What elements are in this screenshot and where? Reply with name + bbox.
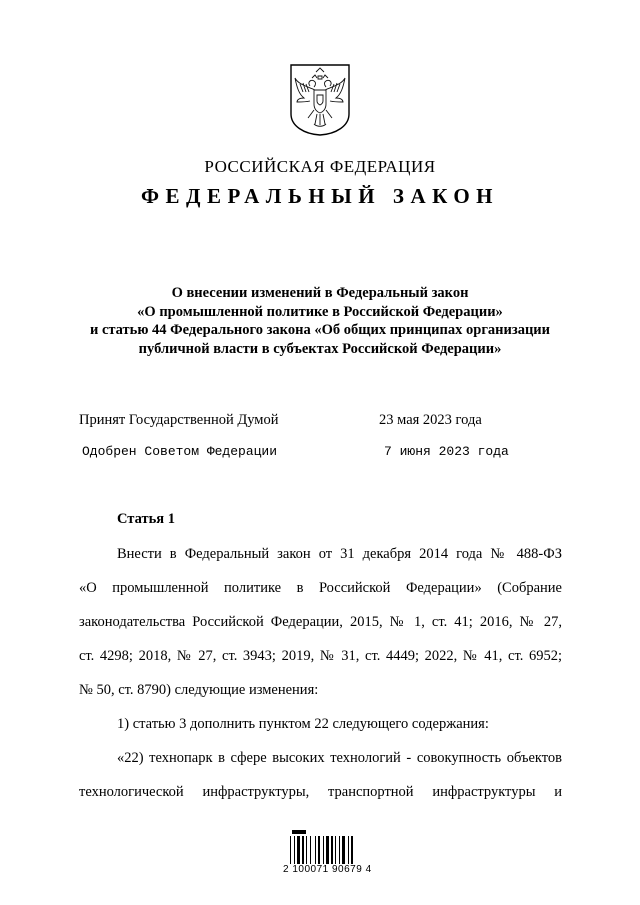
title-line: «О промышленной политике в Российской Федерации» [137, 303, 503, 320]
title-line: публичной власти в субъектах Российской Федерации» [138, 341, 502, 358]
council-approval-date: 7 июня 2023 года [384, 444, 509, 459]
duma-adoption-date: 23 мая 2023 года [379, 412, 482, 428]
law-title [60, 284, 580, 359]
russian-coat-of-arms-icon [288, 64, 352, 136]
article-line: № 50, ст. 8790) следующие изменения: [79, 682, 319, 698]
article-line: технологической инфраструктуры, транспортной инфраструктуры и [79, 784, 562, 800]
duma-adoption-label: Принят Государственной Думой [79, 412, 279, 428]
council-approval-row [79, 444, 579, 459]
title-line: О внесении изменений в Федеральный закон [171, 285, 469, 301]
barcode-number: 2 100071 90679 4 [283, 864, 372, 875]
document-type: ФЕДЕРАЛЬНЫЙ ЗАКОН [141, 184, 499, 208]
duma-adoption-row [79, 412, 579, 429]
council-approval-label: Одобрен Советом Федерации [82, 444, 278, 459]
article-body [79, 537, 562, 809]
article-line: 1) статью 3 дополнить пунктом 22 следующего содержания: [117, 716, 489, 732]
title-line: и статью 44 Федерального закона «Об общих принципах организации [89, 322, 551, 339]
country-name: РОССИЙСКАЯ ФЕДЕРАЦИЯ [204, 157, 436, 176]
article-line: Внести в Федеральный закон от 31 декабря 2014 года № 488-ФЗ [117, 546, 562, 562]
article-line: «22) технопарк в сфере высоких технологий - совокупность объектов [117, 750, 562, 766]
article-line: ст. 4298; 2018, № 27, ст. 3943; 2019, № 31, ст. 4449; 2022, № 41, ст. 6952; [79, 648, 562, 664]
article-line: «О промышленной политике в Российской Федерации» (Собрание [79, 580, 562, 596]
article-line: законодательства Российской Федерации, 2015, № 1, ст. 41; 2016, № 27, [79, 614, 562, 630]
article-heading: Статья 1 [117, 511, 175, 527]
